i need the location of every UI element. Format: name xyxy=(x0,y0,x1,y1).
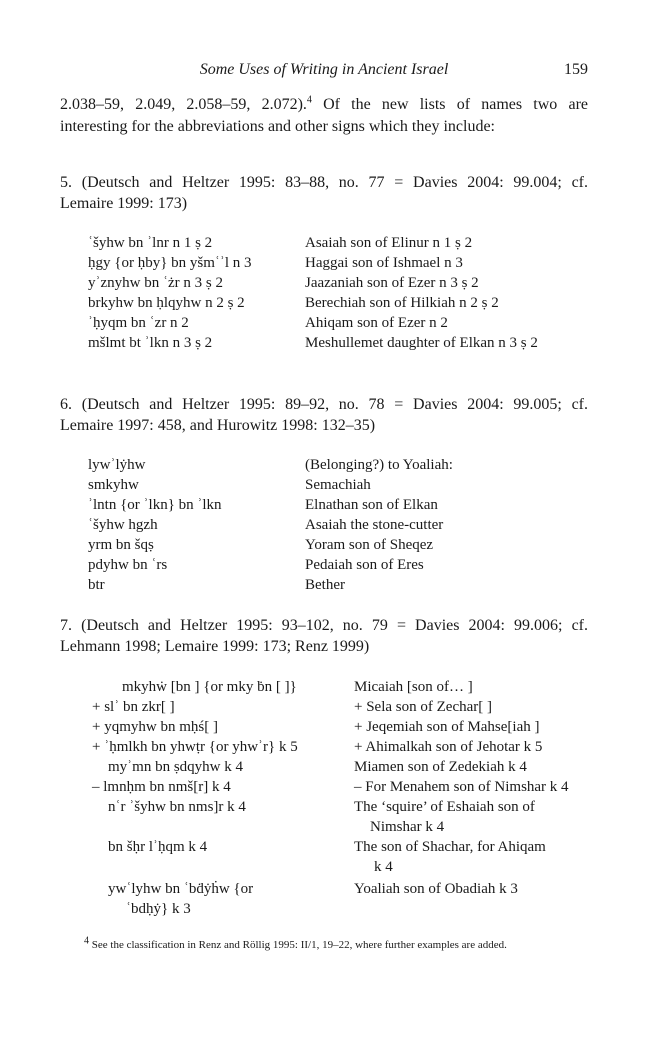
s6-english-3: Elnathan son of Elkan xyxy=(305,497,438,513)
s7-english-3: + Jeqemiah son of Mahse[iah ] xyxy=(354,719,540,735)
section-6-citation: 6. (Deutsch and Heltzer 1995: 89–92, no. 78 = Davies 2004: 99.005; cf. xyxy=(60,396,588,413)
page-header xyxy=(60,60,588,82)
s5-english-3: Jaazaniah son of Ezer n 3 ṣ 2 xyxy=(305,275,479,291)
s5-hebrew-2: ḥgy {or ḥby} bn yšmʿʾl n 3 xyxy=(88,255,252,271)
s7-hebrew-6: – lmnḥm bn nmš[r] k 4 xyxy=(92,779,231,795)
s7-english-4: + Ahimalkah son of Jehotar k 5 xyxy=(354,739,543,755)
s5-english-1: Asaiah son of Elinur n 1 ṣ 2 xyxy=(305,235,473,251)
intro-line-1 xyxy=(60,94,588,115)
s5-hebrew-3: yʾznyhw bn ʿżr n 3 ṣ 2 xyxy=(88,275,223,291)
s6-hebrew-2: smkyhw xyxy=(88,477,139,493)
s7-hebrew-9-cont: ʿbdḥẏ} k 3 xyxy=(126,901,191,917)
s7-english-7-cont: Nimshar k 4 xyxy=(370,819,445,835)
s7-english-9: Yoaliah son of Obadiah k 3 xyxy=(354,881,518,897)
s7-english-7: The ‘squire’ of Eshaiah son of xyxy=(354,799,535,815)
section-6-citation-cont: Lemaire 1997: 458, and Hurowitz 1998: 132–35) xyxy=(60,417,376,434)
footnote-mark: 4 xyxy=(84,935,89,947)
s6-english-1: (Belonging?) to Yoaliah: xyxy=(305,457,453,473)
section-5-citation-cont: Lemaire 1999: 173) xyxy=(60,195,188,212)
section-7-citation: 7. (Deutsch and Heltzer 1995: 93–102, no. 79 = Davies 2004: 99.006; cf. xyxy=(60,617,588,634)
intro-text-rest: Of the new lists of names two are xyxy=(311,96,588,113)
s6-english-7: Bether xyxy=(305,577,345,593)
footnote-reference[interactable]: 4 xyxy=(306,94,312,106)
page-number: 159 xyxy=(564,61,588,78)
s6-english-2: Semachiah xyxy=(305,477,371,493)
s6-english-4: Asaiah the stone-cutter xyxy=(305,517,444,533)
s5-hebrew-5: ʾḥyqm bn ʿzr n 2 xyxy=(88,315,189,331)
s5-english-5: Ahiqam son of Ezer n 2 xyxy=(305,315,448,331)
s7-hebrew-5: myʾmn bn ṣdqyhw k 4 xyxy=(108,759,243,775)
s7-english-8: The son of Shachar, for Ahiqam xyxy=(354,839,546,855)
s5-hebrew-4: brkyhw bn ḥlqyhw n 2 ṣ 2 xyxy=(88,295,245,311)
s7-hebrew-7: nʿr ʾšyhw bn nms]r k 4 xyxy=(108,799,246,815)
s6-english-5: Yoram son of Sheqez xyxy=(305,537,434,553)
s6-hebrew-6: pdyhw bn ʿrs xyxy=(88,557,168,573)
s7-hebrew-1: mkyhẇ [bn ] {or mky ḃn [ ]} xyxy=(122,679,297,695)
intro-line-2: interesting for the abbreviations and other signs which they include: xyxy=(60,118,495,135)
s7-english-6: – For Menahem son of Nimshar k 4 xyxy=(354,779,569,795)
s6-hebrew-3: ʾlntn {or ʾlkn} bn ʾlkn xyxy=(88,497,222,513)
running-title: Some Uses of Writing in Ancient Israel xyxy=(199,61,449,78)
s6-english-6: Pedaiah son of Eres xyxy=(305,557,424,573)
s7-hebrew-4: + ʾḥmlkh bn yhwṭr {or yhwʾr} k 5 xyxy=(92,739,298,755)
s7-hebrew-8: bn šḥr lʾḥqm k 4 xyxy=(108,839,208,855)
s7-hebrew-2: + slʾ bn zkr[ ] xyxy=(92,699,175,715)
s7-english-5: Miamen son of Zedekiah k 4 xyxy=(354,759,527,775)
s5-hebrew-1: ʿšyhw bn ʾlnr n 1 ṣ 2 xyxy=(88,235,213,251)
s6-hebrew-7: btr xyxy=(88,577,105,593)
footnote xyxy=(84,935,588,953)
s7-english-1: Micaiah [son of… ] xyxy=(354,679,473,695)
intro-text: 2.038–59, 2.049, 2.058–59, 2.072). xyxy=(60,96,307,113)
footnote-text: See the classification in Renz and Röllig 1995: II/1, 19–22, where further examples are added. xyxy=(89,939,507,951)
s6-hebrew-4: ʿšyhw hgzh xyxy=(88,517,158,533)
s6-hebrew-1: lywʾlẏhw xyxy=(88,457,146,473)
s6-hebrew-5: yrm bn šqṣ xyxy=(88,537,154,553)
s7-hebrew-9: ywʿlyhw bn ʿbḋẏḣw {or xyxy=(108,881,254,897)
s7-english-2: + Sela son of Zechar[ ] xyxy=(354,699,492,715)
section-7-citation-cont: Lehmann 1998; Lemaire 1999: 173; Renz 1999) xyxy=(60,638,370,655)
s7-english-8-cont: k 4 xyxy=(374,859,393,875)
section-5-citation: 5. (Deutsch and Heltzer 1995: 83–88, no. 77 = Davies 2004: 99.004; cf. xyxy=(60,174,588,191)
s5-english-2: Haggai son of Ishmael n 3 xyxy=(305,255,463,271)
s5-english-6: Meshullemet daughter of Elkan n 3 ṣ 2 xyxy=(305,335,538,351)
s5-hebrew-6: mšlmt bt ʾlkn n 3 ṣ 2 xyxy=(88,335,213,351)
s7-hebrew-3: + yqmyhw bn mḥś[ ] xyxy=(92,719,218,735)
s5-english-4: Berechiah son of Hilkiah n 2 ṣ 2 xyxy=(305,295,499,311)
